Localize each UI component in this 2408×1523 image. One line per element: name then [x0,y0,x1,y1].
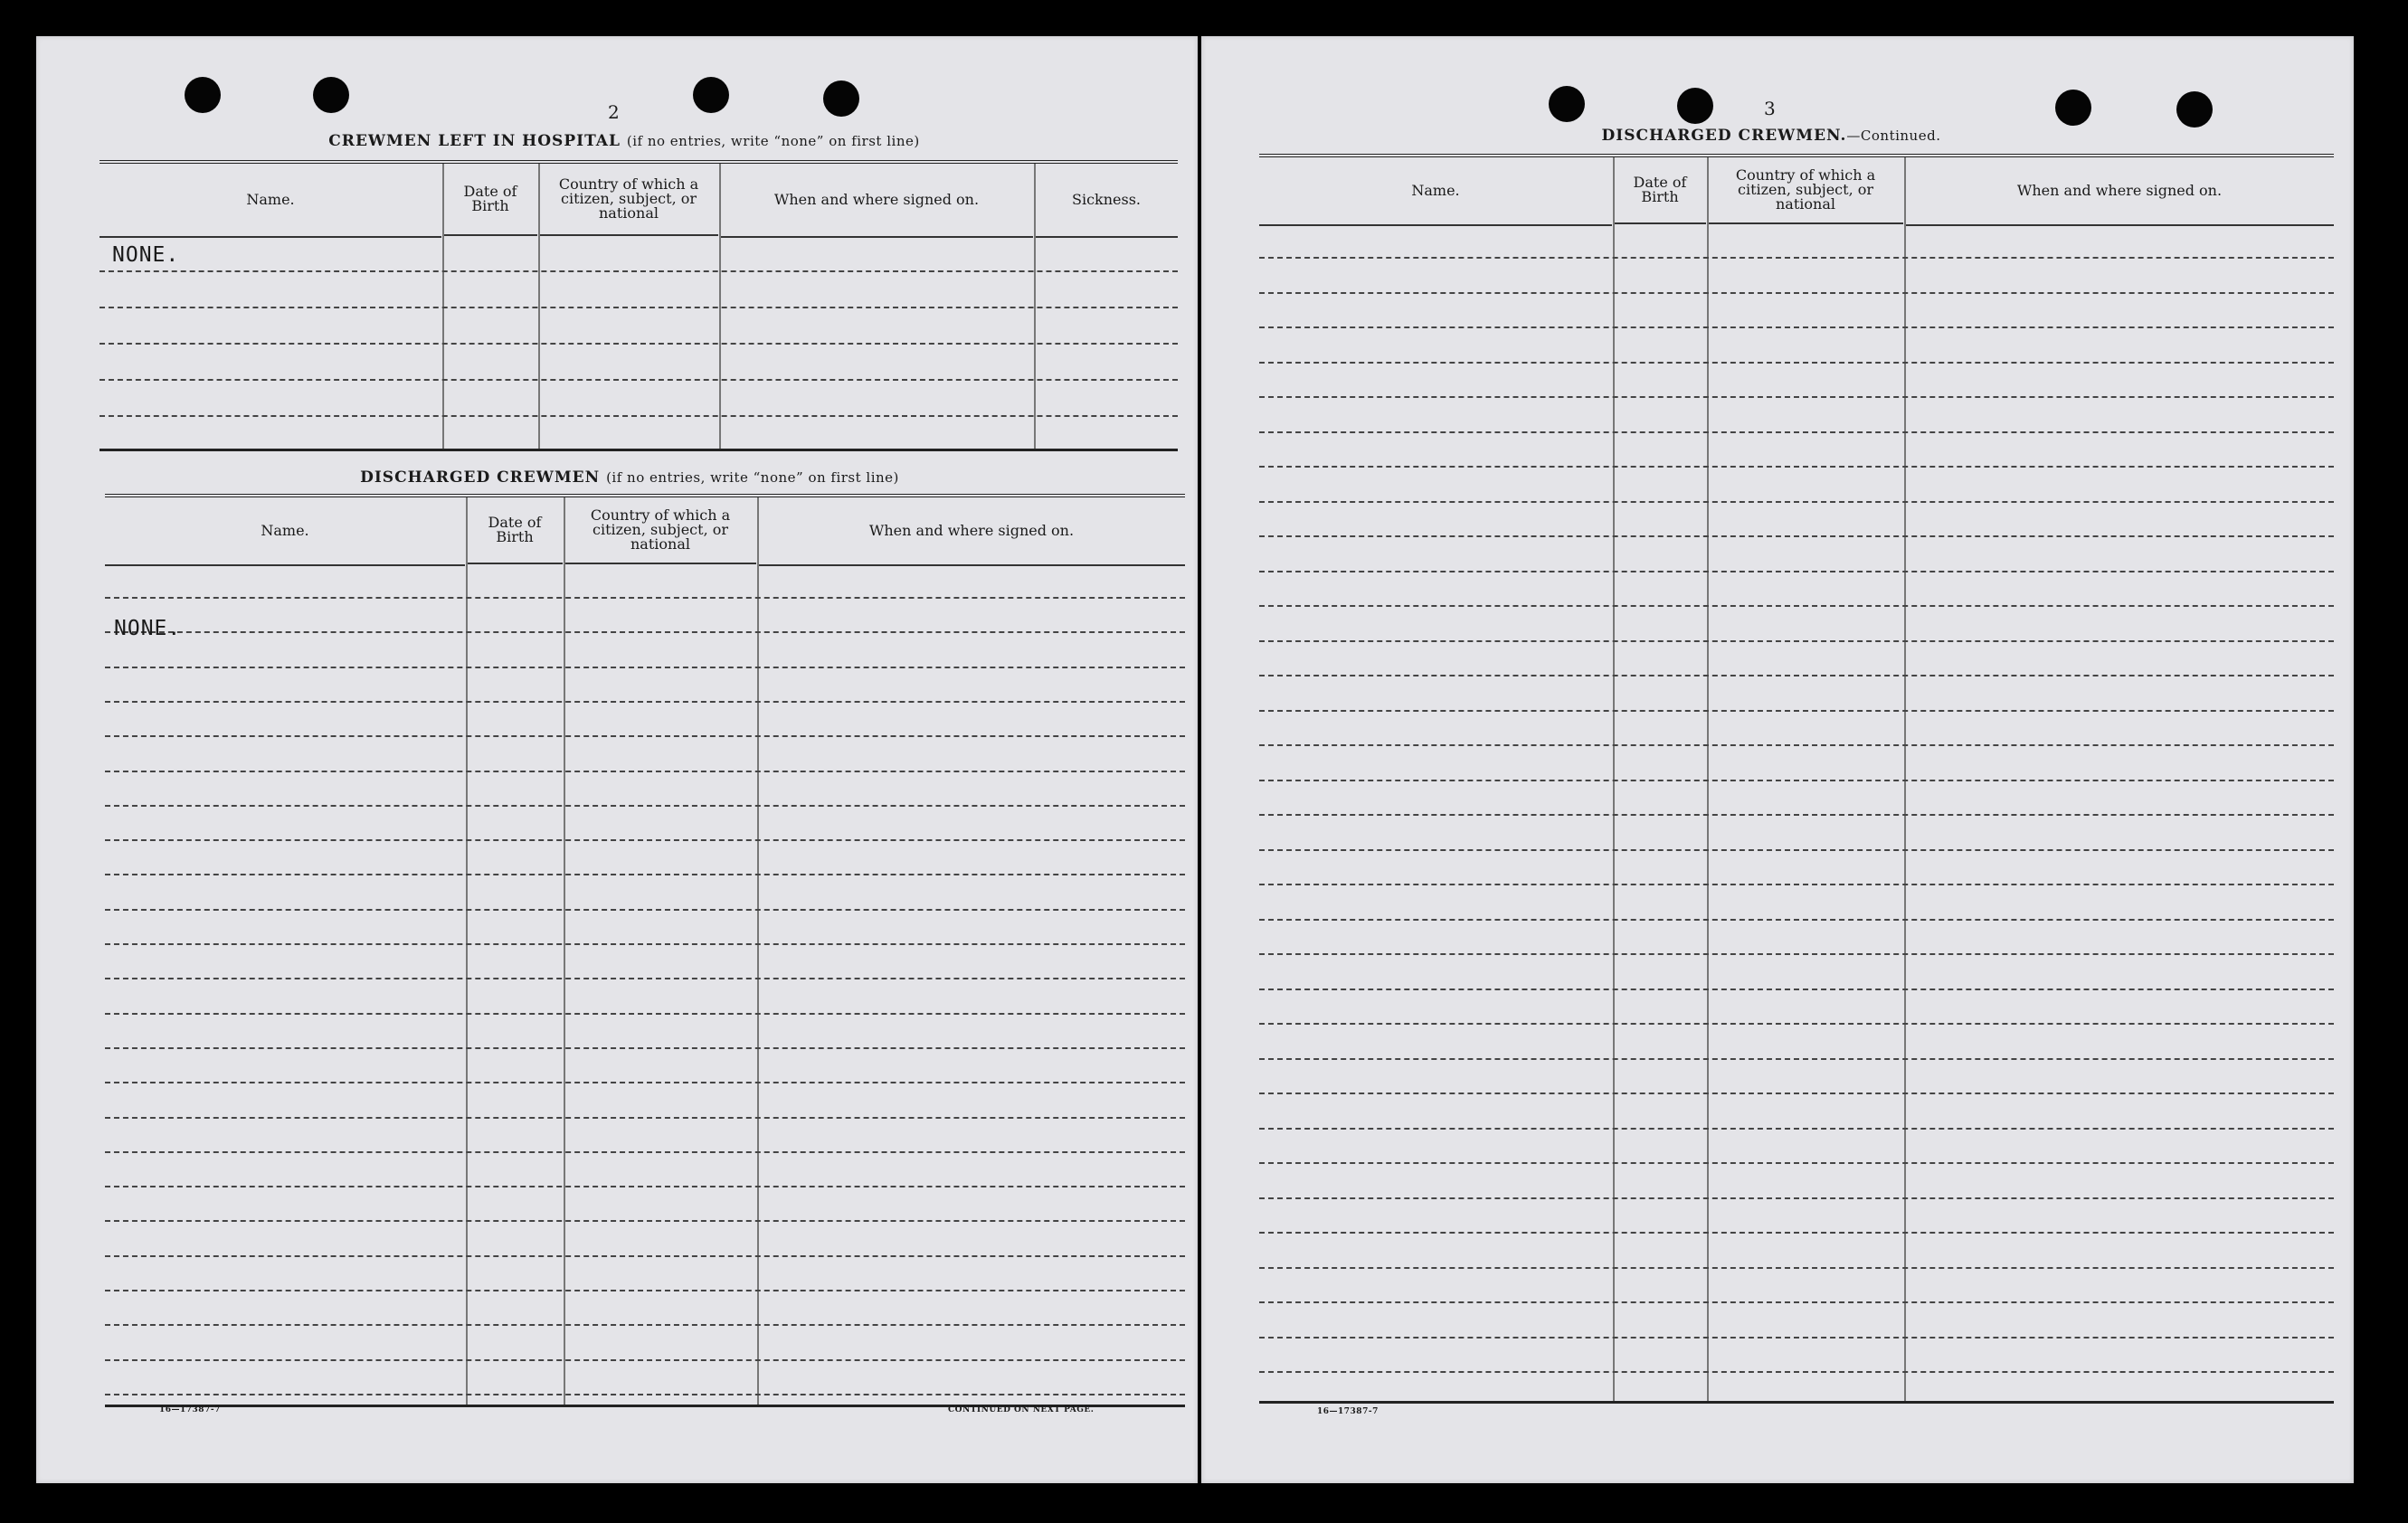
entry-line [1259,605,2334,607]
column-divider [564,497,565,1407]
entry-line [1259,953,2334,955]
col-header-country: Country of which a citizen, subject, or national [539,164,718,236]
page-number: 2 [608,101,620,123]
entry-line [105,1047,1185,1049]
entry-line [1259,710,2334,712]
entry-line [105,735,1185,737]
entry-line [1259,326,2334,328]
entry-line [1259,919,2334,921]
entry-line [1259,292,2334,294]
right-page [1201,36,2354,1483]
entry-line [105,839,1185,841]
entry-line [1259,1128,2334,1130]
entry-line [1259,535,2334,537]
col-header-dob: Date of Birth [443,164,537,236]
table-bottom-rule [1259,1401,2334,1404]
entry-line [100,343,1178,345]
entry-line [1259,1267,2334,1269]
col-header-name: Name. [1259,157,1612,226]
section-heading: CREWMEN LEFT IN HOSPITAL [328,132,621,150]
section-note: (if no entries, write “none” on first line) [606,469,899,486]
entry-line [1259,257,2334,259]
entry-line [105,1359,1185,1361]
entry-line [1259,1058,2334,1060]
table-bottom-rule [100,449,1178,451]
punch-hole [313,77,349,113]
punch-hole [185,77,221,113]
entry-line [100,379,1178,381]
punch-hole [693,77,729,113]
entry-line [1259,1371,2334,1373]
entry-line [1259,571,2334,572]
entry-line [105,701,1185,703]
col-header-when-where: When and where signed on. [758,497,1185,566]
entry-line [1259,744,2334,746]
entry-line [105,978,1185,979]
section-note: (if no entries, write “none” on first line) [626,133,920,149]
section-heading: DISCHARGED CREWMEN. [1601,127,1847,145]
entry-line [1259,989,2334,990]
entry-line [105,1082,1185,1083]
col-header-dob: Date of Birth [467,497,563,564]
hospital-table [100,160,1178,451]
continued-note: CONTINUED ON NEXT PAGE. [948,1405,1095,1414]
col-header-name: Name. [100,164,441,238]
section-note: —Continued. [1846,128,1941,144]
entry-line [1259,362,2334,364]
entry-line [1259,780,2334,781]
entry-line [1259,814,2334,816]
discharged-section-title [105,468,1154,487]
entry-line [105,1220,1185,1222]
entry-line [105,1324,1185,1326]
entry-line [105,667,1185,668]
entry-line [100,415,1178,417]
col-header-dob: Date of Birth [1614,157,1706,224]
entry-line [105,631,1185,633]
col-header-country: Country of which a citizen, subject, or national [1708,157,1903,224]
col-header-name: Name. [105,497,465,566]
entry-line [1259,640,2334,642]
entry-line [1259,849,2334,851]
entry-line [1259,1093,2334,1094]
hospital-first-entry: NONE. [112,243,180,267]
entry-line [1259,396,2334,398]
col-header-when-where: When and where signed on. [1905,157,2334,226]
punch-hole [2176,91,2213,128]
entry-line [105,1186,1185,1187]
discharged-table-continued [1259,154,2334,1404]
entry-line [1259,431,2334,433]
entry-line [1259,1023,2334,1025]
entry-line [105,805,1185,807]
col-header-sickness: Sickness. [1035,164,1178,238]
entry-line [105,1394,1185,1395]
form-number: 16—17387-7 [159,1405,221,1414]
entry-line [1259,1197,2334,1199]
entry-line [105,909,1185,911]
form-number: 16—17387-7 [1317,1407,1379,1416]
hospital-section-title [100,132,1149,150]
punch-hole [823,80,859,117]
entry-line [1259,466,2334,468]
entry-line [1259,1162,2334,1164]
discharged-continued-title [1256,127,2287,145]
entry-line [1259,884,2334,885]
col-header-country: Country of which a citizen, subject, or national [564,497,756,564]
column-divider [466,497,468,1407]
entry-line [1259,501,2334,503]
entry-line [105,1117,1185,1119]
punch-hole [1549,86,1585,122]
entry-line [105,1013,1185,1015]
entry-line [105,1290,1185,1291]
discharged-table [105,494,1185,1407]
entry-line [1259,1337,2334,1339]
entry-line [105,943,1185,945]
section-heading: DISCHARGED CREWMEN [360,468,601,487]
entry-line [105,597,1185,599]
column-divider [757,497,759,1407]
entry-line [1259,675,2334,676]
entry-line [105,874,1185,875]
page-number: 3 [1764,98,1776,119]
discharged-first-entry: NONE. [114,617,182,640]
punch-hole [2055,90,2091,126]
entry-line [1259,1301,2334,1303]
left-page [36,36,1198,1483]
entry-line [105,1151,1185,1153]
entry-line [100,270,1178,272]
entry-line [105,1255,1185,1257]
entry-line [100,307,1178,308]
entry-line [1259,1232,2334,1234]
punch-hole [1677,88,1713,124]
entry-line [105,771,1185,772]
col-header-when-where: When and where signed on. [720,164,1033,238]
